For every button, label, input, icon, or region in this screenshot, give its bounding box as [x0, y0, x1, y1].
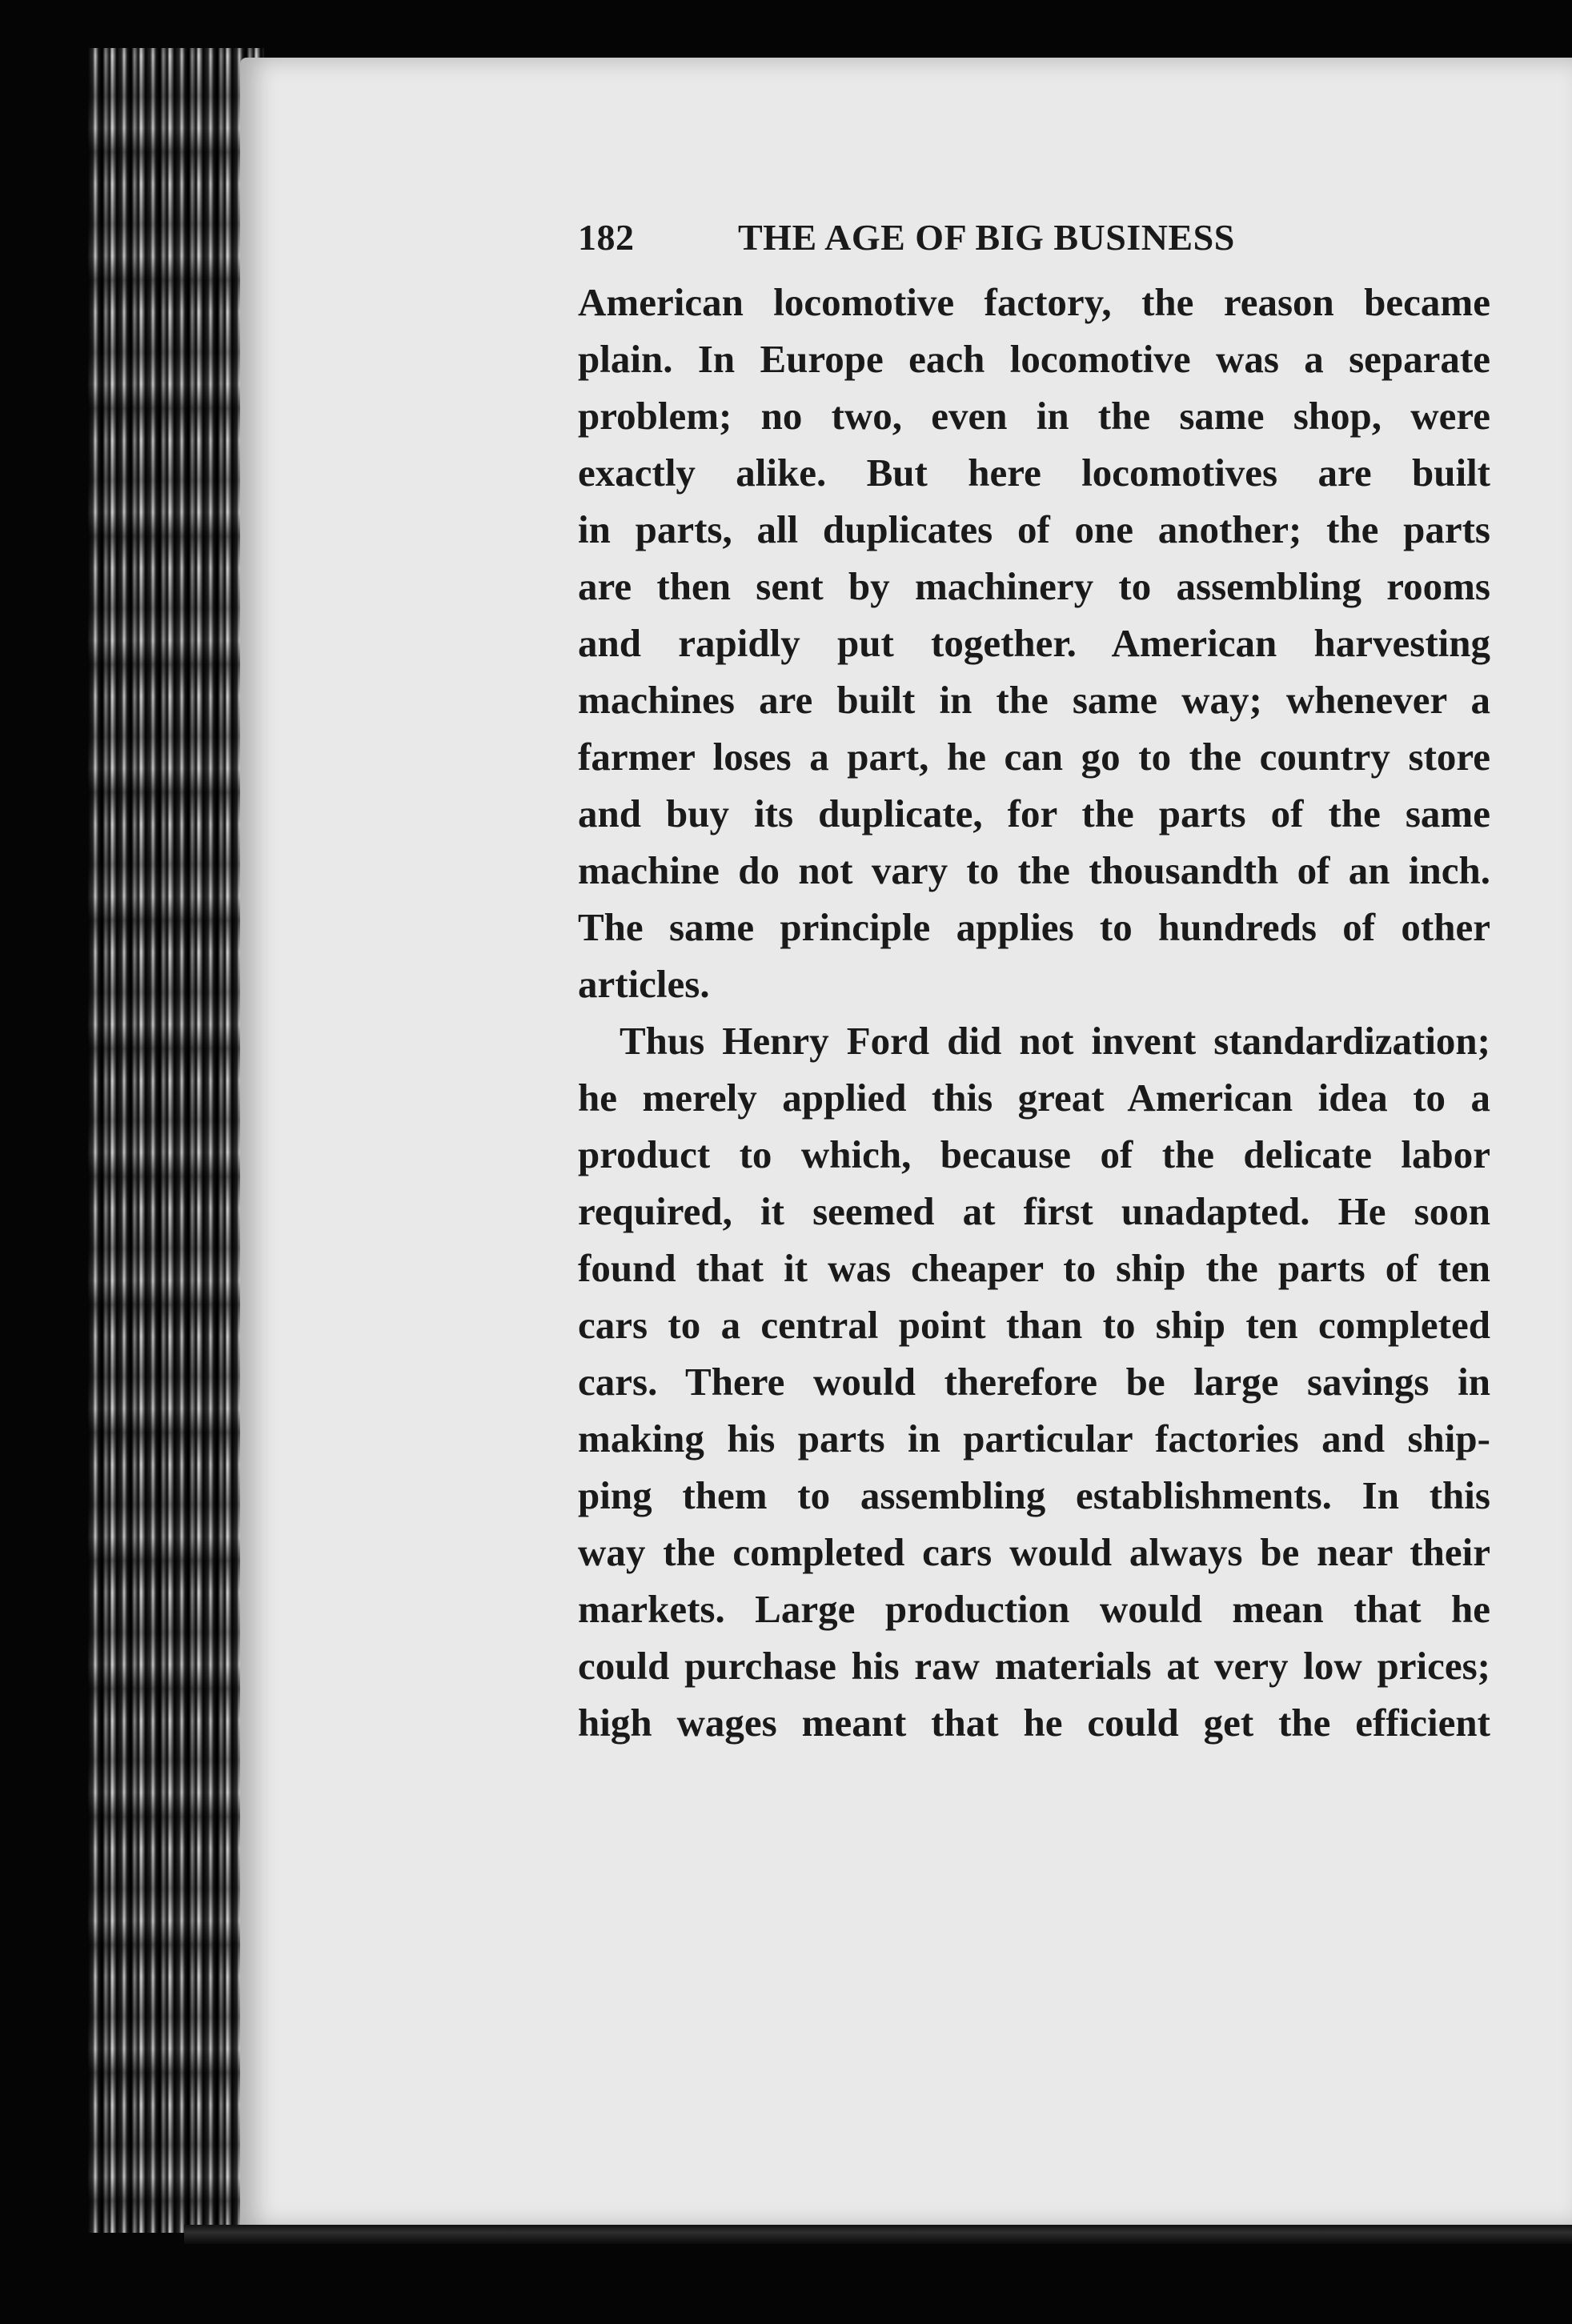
running-head — [578, 216, 1490, 274]
text-line: machines are built in the same way; whenever a — [578, 678, 1490, 722]
text-line: plain. In Europe each locomotive was a separate — [578, 337, 1490, 381]
text-line: and rapidly put together. American harvesting — [578, 621, 1490, 665]
page-number: 182 — [578, 217, 635, 258]
running-title: THE AGE OF BIG BUSINESS — [738, 217, 1235, 258]
text-line: farmer loses a part, he can go to the country store — [578, 735, 1490, 779]
book-spine-texture — [88, 48, 264, 2233]
text-line: required, it seemed at first unadapted. He soon — [578, 1189, 1490, 1233]
text-line: ping them to assembling establishments. In this — [578, 1473, 1490, 1517]
text-line: he merely applied this great American idea to a — [578, 1076, 1490, 1120]
text-line: are then sent by machinery to assembling rooms — [578, 564, 1490, 608]
text-line: making his parts in particular factories and ship- — [578, 1416, 1490, 1461]
text-line: problem; no two, even in the same shop, were — [578, 394, 1490, 438]
page-text — [578, 216, 1490, 1751]
text-line: and buy its duplicate, for the parts of the same — [578, 791, 1490, 835]
text-line: high wages meant that he could get the efficient — [578, 1701, 1490, 1745]
text-line: cars. There would therefore be large savings in — [578, 1360, 1490, 1404]
text-line: exactly alike. But here locomotives are built — [578, 451, 1490, 495]
text-line: could purchase his raw materials at very low prices; — [578, 1644, 1490, 1688]
text-line: articles. — [578, 962, 710, 1006]
page-bottom-edge — [184, 2225, 1572, 2244]
paragraph-2 — [578, 1012, 1490, 1751]
text-line: cars to a central point than to ship ten completed — [578, 1303, 1490, 1347]
text-line: found that it was cheaper to ship the parts of ten — [578, 1246, 1490, 1290]
text-line: machine do not vary to the thousandth of an inch. — [578, 848, 1490, 892]
text-line: way the completed cars would always be near their — [578, 1530, 1490, 1574]
text-line: The same principle applies to hundreds of other — [578, 905, 1490, 949]
text-line: markets. Large production would mean that he — [578, 1587, 1490, 1631]
text-line: Thus Henry Ford did not invent standardization; — [620, 1019, 1490, 1063]
paragraph-1 — [578, 274, 1490, 1012]
text-line: in parts, all duplicates of one another; the parts — [578, 507, 1490, 551]
text-line: American locomotive factory, the reason became — [578, 280, 1490, 324]
text-line: product to which, because of the delicate labor — [578, 1132, 1490, 1176]
